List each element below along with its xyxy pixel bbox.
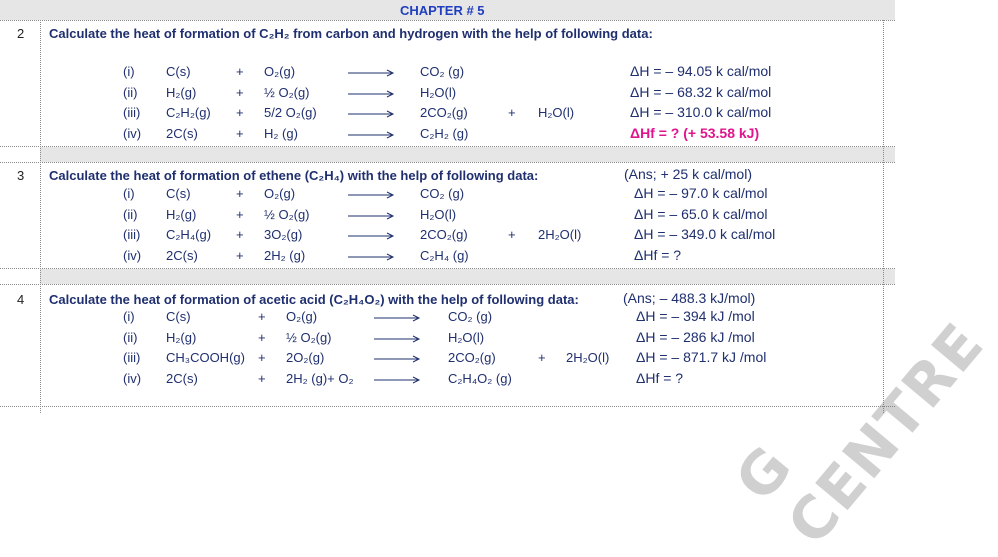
reactant: O₂(g) <box>286 309 318 324</box>
enthalpy-value: ΔHf = ? (+ 53.58 kJ) <box>630 124 760 141</box>
plus-sign: + <box>508 227 516 242</box>
divider <box>0 162 895 163</box>
reaction-arrow-icon <box>348 90 394 98</box>
spacer-band <box>40 269 895 284</box>
enthalpy-value: ΔH = – 97.0 k cal/mol <box>634 185 768 201</box>
plus-sign: + <box>508 105 516 120</box>
product: 2H₂O(l) <box>538 227 582 242</box>
enthalpy-value: ΔH = – 68.32 k cal/mol <box>630 83 772 100</box>
reactant: H₂(g) <box>166 329 197 345</box>
reaction-arrow-icon <box>348 212 394 220</box>
reaction-arrow-icon <box>348 131 394 139</box>
reactant: 3O₂(g) <box>264 227 303 242</box>
plus-sign: + <box>538 350 546 365</box>
reactant: O₂(g) <box>264 64 296 79</box>
plus-sign: + <box>236 84 244 100</box>
product: 2CO₂(g) <box>420 105 468 120</box>
enthalpy-value: ΔHf = ? <box>634 246 682 263</box>
divider <box>0 20 895 21</box>
product: 2H₂O(l) <box>566 350 610 365</box>
reactant: 2H₂ (g) <box>264 247 306 263</box>
reaction-arrow-icon <box>348 232 394 240</box>
reactant: CH₃COOH(g) <box>166 350 245 365</box>
plus-sign: + <box>236 186 244 201</box>
answer-note: (Ans; + 25 k cal/mol) <box>624 166 752 182</box>
plus-sign: + <box>236 247 244 263</box>
reaction-arrow-icon <box>374 314 420 322</box>
reaction-index: (iii) <box>123 105 141 120</box>
enthalpy-value: ΔHf = ? <box>636 369 684 386</box>
reactant: 5/2 O₂(g) <box>264 105 317 120</box>
plus-sign: + <box>258 329 266 345</box>
reactant: H₂(g) <box>166 84 197 100</box>
reactant: H₂ (g) <box>264 125 298 141</box>
reaction-arrow-icon <box>348 191 394 199</box>
reaction-index: (iv) <box>123 247 142 263</box>
product: H₂O(l) <box>538 105 575 120</box>
enthalpy-value: ΔH = – 94.05 k cal/mol <box>630 63 772 79</box>
reaction-index: (i) <box>123 309 135 324</box>
reactant: C₂H₄(g) <box>166 227 212 242</box>
enthalpy-value: ΔH = – 310.0 k cal/mol <box>630 104 772 120</box>
reaction-index: (i) <box>123 64 135 79</box>
reactant: ½ O₂(g) <box>286 329 332 345</box>
reaction-arrow-icon <box>348 69 394 77</box>
reactant: 2C(s) <box>166 125 198 141</box>
product: C₂H₄ (g) <box>420 247 469 263</box>
reaction-index: (ii) <box>123 329 138 345</box>
reactant: 2C(s) <box>166 247 198 263</box>
product: H₂O(l) <box>420 206 457 222</box>
reaction-index: (ii) <box>123 206 138 222</box>
column-divider <box>40 20 41 413</box>
reactant: ½ O₂(g) <box>264 84 310 100</box>
product: C₂H₂ (g) <box>420 125 469 141</box>
product: 2CO₂(g) <box>448 350 496 365</box>
divider <box>0 284 895 285</box>
reaction-index: (i) <box>123 186 135 201</box>
product: C₂H₄O₂ (g) <box>448 370 512 386</box>
reactant: 2C(s) <box>166 370 198 386</box>
enthalpy-value: ΔH = – 349.0 k cal/mol <box>634 226 776 242</box>
enthalpy-value: ΔH = – 65.0 k cal/mol <box>634 205 768 222</box>
reaction-index: (iv) <box>123 125 142 141</box>
product: CO₂ (g) <box>448 309 493 324</box>
reactant: O₂(g) <box>264 186 296 201</box>
enthalpy-value: ΔH = – 286 kJ /mol <box>636 328 755 345</box>
reaction-index: (iii) <box>123 350 141 365</box>
question-number: 2 <box>17 26 25 41</box>
plus-sign: + <box>236 64 244 79</box>
spacer-band <box>40 147 895 162</box>
plus-sign: + <box>236 125 244 141</box>
chapter-title: CHAPTER # 5 <box>400 3 485 18</box>
question-title: Calculate the heat of formation of C₂H₂ from carbon and hydrogen with the help of following data: <box>49 26 653 41</box>
reaction-index: (iii) <box>123 227 141 242</box>
divider <box>0 406 895 407</box>
reactant: 2O₂(g) <box>286 350 325 365</box>
reaction-arrow-icon <box>374 376 420 384</box>
plus-sign: + <box>236 105 244 120</box>
watermark: G CENTRE <box>722 309 998 557</box>
plus-sign: + <box>258 350 266 365</box>
reactant: H₂(g) <box>166 206 197 222</box>
enthalpy-value: ΔH = – 394 kJ /mol <box>636 308 755 324</box>
reaction-index: (ii) <box>123 84 138 100</box>
product: 2CO₂(g) <box>420 227 468 242</box>
reaction-arrow-icon <box>348 253 394 261</box>
question-title: Calculate the heat of formation of ethene (C₂H₄) with the help of following data: <box>49 168 539 183</box>
question-number: 4 <box>17 292 25 307</box>
reaction-index: (iv) <box>123 370 142 386</box>
question-number: 3 <box>17 168 25 183</box>
plus-sign: + <box>258 370 266 386</box>
reaction-arrow-icon <box>374 355 420 363</box>
reactant: ½ O₂(g) <box>264 206 310 222</box>
product: CO₂ (g) <box>420 64 465 79</box>
plus-sign: + <box>236 227 244 242</box>
reactant: C(s) <box>166 309 191 324</box>
reaction-arrow-icon <box>374 335 420 343</box>
enthalpy-value: ΔH = – 871.7 kJ /mol <box>636 349 767 365</box>
plus-sign: + <box>236 206 244 222</box>
answer-note: (Ans; – 488.3 kJ/mol) <box>623 290 756 306</box>
product: H₂O(l) <box>420 84 457 100</box>
product: CO₂ (g) <box>420 186 465 201</box>
reaction-arrow-icon <box>348 110 394 118</box>
reactant: C(s) <box>166 186 191 201</box>
reactant: C(s) <box>166 64 191 79</box>
plus-sign: + <box>258 309 266 324</box>
product: H₂O(l) <box>448 329 485 345</box>
reactant: 2H₂ (g)+ O₂ <box>286 370 354 386</box>
reactant: C₂H₂(g) <box>166 105 211 120</box>
question-title: Calculate the heat of formation of acetic acid (C₂H₄O₂) with the help of following data: <box>49 292 579 307</box>
